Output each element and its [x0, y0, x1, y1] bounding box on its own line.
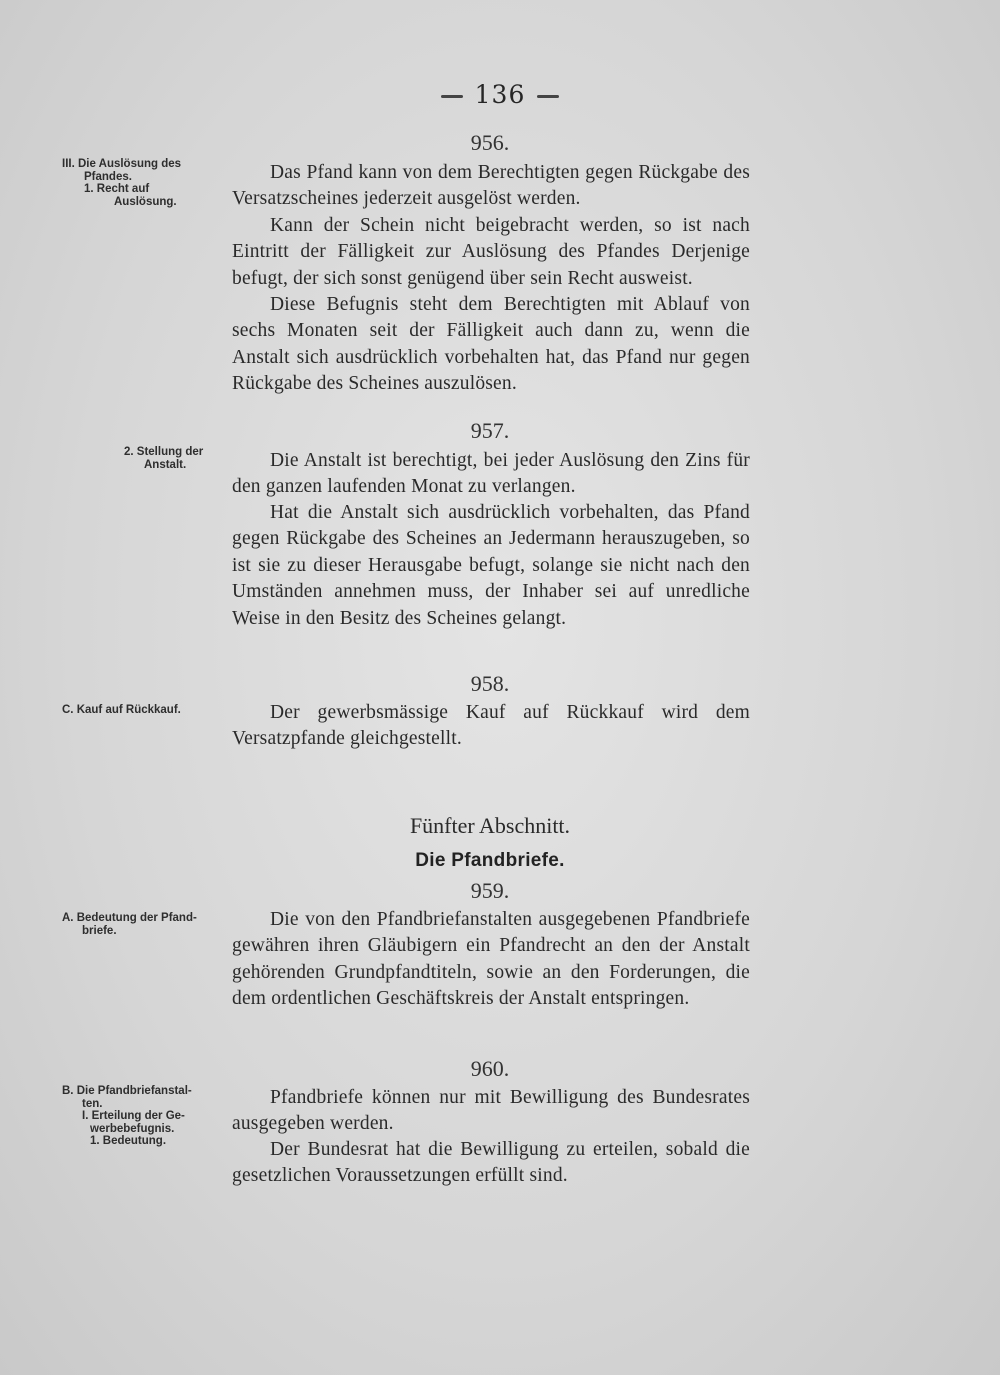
margin-line: A. Bedeutung der Pfand-: [62, 912, 197, 924]
paragraph-959-1: [232, 907, 750, 1013]
margin-note-958: [62, 704, 224, 717]
paragraph-text: Pfandbriefe können nur mit Bewilligung des Bundesrates ausgegeben werden.: [232, 1087, 750, 1135]
margin-line: 1. Recht auf: [84, 183, 150, 195]
ornament-dash-left: [441, 95, 463, 98]
paragraph-958-1: [232, 700, 750, 753]
section-subtitle: Die Pfandbriefe.: [415, 850, 565, 871]
paragraph-956-3: [232, 292, 750, 398]
article-number-957: 957.: [470, 418, 510, 443]
margin-note-957: [62, 446, 224, 471]
margin-note-959: [62, 912, 224, 937]
paragraph-957-2: [232, 500, 750, 632]
paragraph-957-1: [232, 448, 750, 501]
margin-note-960: [62, 1085, 224, 1148]
paragraph-text: Das Pfand kann von dem Berechtigten gegen Rückgabe des Versatzscheines jederzeit ausgelöst werden.: [232, 162, 750, 210]
paragraph-text: Die Anstalt ist berechtigt, bei jeder Auslösung den Zins für den ganzen laufenden Monat zu verlangen.: [232, 450, 750, 498]
article-number-958: 958.: [470, 671, 510, 696]
margin-line: I. Erteilung der Ge-: [82, 1110, 185, 1122]
paragraph-text: Der gewerbsmässige Kauf auf Rückkauf wird dem Versatzpfande gleichgestellt.: [232, 702, 750, 750]
paragraph-960-1: [232, 1085, 750, 1138]
margin-line: III. Die Auslösung des: [62, 158, 182, 170]
paragraph-text: Der Bundesrat hat die Bewilligung zu erteilen, sobald die gesetzlichen Voraussetzungen erfüllt sind.: [232, 1139, 750, 1187]
paragraph-text: Hat die Anstalt sich ausdrücklich vorbehalten, das Pfand gegen Rückgabe des Scheines an Jedermann herauszugeben, so ist sie zu dieser Herausgabe befugt, solange sie nicht nach den Umständen annehmen muss, der Inhaber sei auf unredliche Weise in den Besitz des Scheines gelangt.: [232, 502, 750, 629]
paragraph-text: Diese Befugnis steht dem Berechtigten mit Ablauf von sechs Monaten seit der Fälligkeit auch dann zu, wenn die Anstalt sich ausdrücklich vorbehalten hat, das Pfand nur gegen Rückgabe des Scheines auszulösen.: [232, 294, 750, 395]
margin-line: werbebefugnis.: [90, 1122, 175, 1135]
article-number-960: 960.: [470, 1056, 510, 1081]
paragraph-text: Kann der Schein nicht beigebracht werden, so ist nach Eintritt der Fälligkeit zur Auslösung des Pfandes Derjenige befugt, der sich sonst genügend über sein Recht ausweist.: [232, 215, 750, 289]
article-number-956: 956.: [470, 130, 510, 155]
margin-line: ten.: [82, 1097, 103, 1110]
paragraph-text: Die von den Pfandbriefanstalten ausgegebenen Pfandbriefe gewähren ihren Gläubigern ein Pfandrecht an den der Anstalt gehörenden Grundpfandtiteln, sowie an den Forderungen, die dem ordentlichen Geschäftskreis der Anstalt entspringen.: [232, 909, 750, 1010]
section-title: Fünfter Abschnitt.: [409, 813, 571, 838]
ornament-dash-right: [537, 95, 559, 98]
margin-line: Anstalt.: [144, 458, 187, 471]
margin-line: briefe.: [82, 924, 117, 937]
page-number: [0, 80, 1000, 109]
margin-line: B. Die Pfandbriefanstal-: [62, 1085, 192, 1097]
margin-line: 2. Stellung der: [124, 446, 204, 458]
paragraph-956-2: [232, 213, 750, 292]
paragraph-956-1: [232, 160, 750, 213]
margin-line: 1. Bedeutung.: [90, 1135, 167, 1147]
margin-line: C. Kauf auf Rückkauf.: [62, 704, 181, 716]
margin-note-956: [62, 158, 224, 208]
paragraph-960-2: [232, 1137, 750, 1190]
page-number-text: 136: [474, 80, 526, 109]
article-number-959: 959.: [470, 878, 510, 903]
margin-line: Pfandes.: [84, 170, 132, 183]
margin-line: Auslösung.: [114, 195, 177, 208]
